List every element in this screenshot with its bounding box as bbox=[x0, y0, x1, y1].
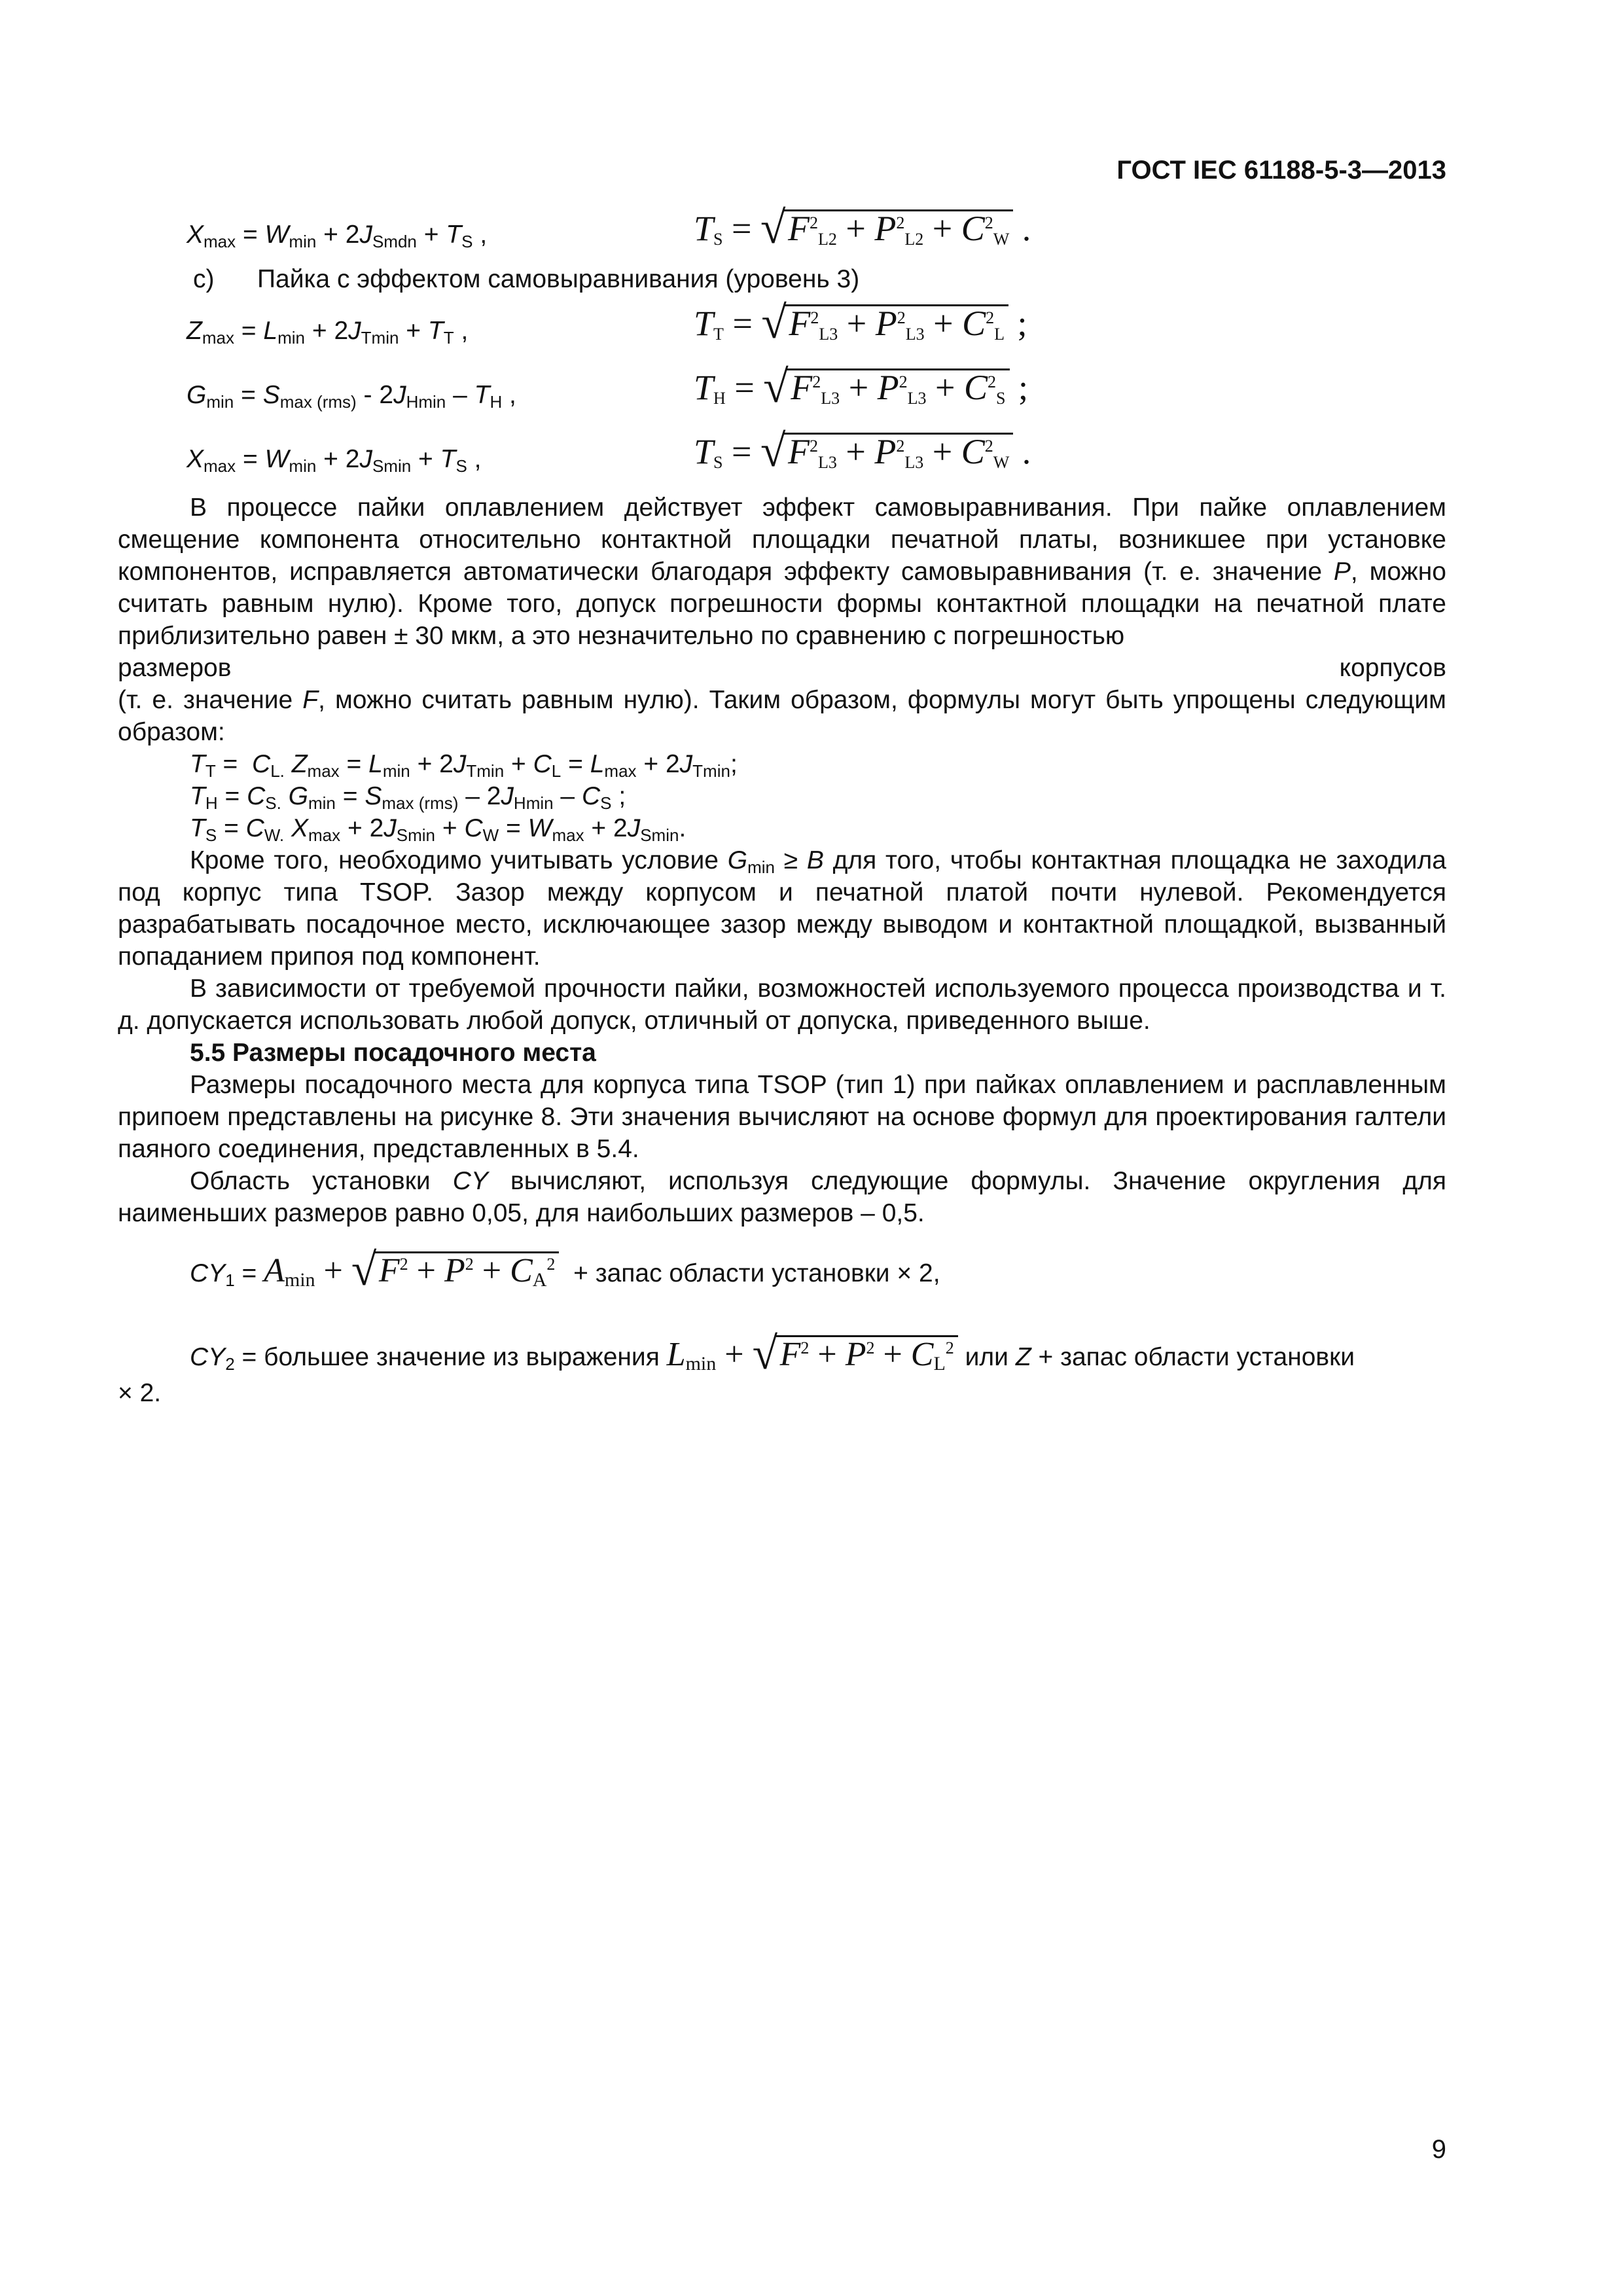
formula-cy2: $CY_2$ = большее значение из выражения $L_{min}$ + √ $F^2 + P^2 + C_L^2$ или Z + запас области установки bbox=[190, 1329, 1355, 1379]
paragraph-tolerance: В зависимости от требуемой прочности пайки, возможностей используемого процесса производства и т. д. допускается использовать любой допуск, отличный от допуска, приведенного выше. bbox=[118, 975, 1446, 1035]
simplified-formula-ts: $T_S = C_{W.}$ $X_{max} + 2J_{Smin} + C_W = W_{max} + 2J_{Smin}$. bbox=[190, 814, 687, 845]
paragraph-cy-area: Область установки CY вычисляют, используя следующие формулы. Значение округления для наименьших размеров равно 0,05, для наибольших размеров – 0,5. bbox=[118, 1167, 1447, 1227]
paragraph-self-alignment-end: (т. е. значение F, можно считать равным нулю). Таким образом, формулы могут быть упрощены следующим образом: bbox=[118, 686, 1446, 746]
section-heading-5-5: 5.5 Размеры посадочного места bbox=[190, 1039, 596, 1067]
list-item-text: Пайка с эффектом самовыравнивания (уровень 3) bbox=[257, 265, 860, 293]
list-marker: c) bbox=[193, 265, 215, 293]
formula-cy1: $CY_1 = A_{min}$ + √ $F^2 + P^2 + C_A^2$ + запас области установки × 2, bbox=[190, 1245, 940, 1295]
equation-row-gmin bbox=[118, 363, 1446, 427]
formula-cy2-wrap: × 2. bbox=[118, 1379, 162, 1407]
paragraph-gmin-condition: Кроме того, необходимо учитывать условие $G_{min} \ge B$ для того, чтобы контактная площадка не заходила под корпус типа TSOP. Зазор между корпусом и печатной платой почти нулевой. Рекомендуется разрабатывать посадочное место, исключающее зазор между выводом и контактной площадкой, вызванный попаданием припоя под компонент. bbox=[118, 846, 1447, 971]
equation-ts-level2: $T_S$ = √ $F^2_{L2} + P^2_{L2} + C^2_W$ . bbox=[694, 203, 1031, 253]
formula-cy2-row bbox=[118, 1313, 1446, 1397]
page-number: 9 bbox=[1431, 2135, 1446, 2164]
paragraph-justified-line: размеров корпусов bbox=[118, 654, 1446, 682]
equation-tt: $T_T$ = √ $F^2_{L3} + P^2_{L3} + C^2_L$ ; bbox=[694, 298, 1027, 348]
page-content bbox=[118, 203, 1447, 1409]
equation-th: $T_H$ = √ $F^2_{L3} + P^2_{L3} + C^2_S$ ; bbox=[694, 362, 1029, 412]
paragraph-self-alignment: В процессе пайки оплавлением действует эффект самовыравнивания. При пайке оплавлением смещение компонента относительно контактной площадки печатной платы, возникшее при установке компонентов, исправляется автоматически благодаря эффекту самовыравнивания (т. е. значение P, можно считать равным нулю). Кроме того, допуск погрешности формы контактной площадки на печатной плате приблизительно равен ± 30 мкм, а это незначительно по сравнению с погрешностью bbox=[118, 493, 1446, 650]
simplified-formula-tt: $T_T = C_{L.}$ $Z_{max} = L_{min} + 2J_{Tmin} + C_L = L_{max} + 2J_{Tmin}$; bbox=[190, 750, 738, 781]
equation-row-zmax bbox=[118, 299, 1446, 363]
equation-xmax: $X_{max} = W_{min} + 2J_{Smin} + T_S$ , bbox=[187, 445, 482, 476]
equation-ts: $T_S$ = √ $F^2_{L3} + P^2_{L3} + C^2_W$ . bbox=[694, 426, 1031, 476]
simplified-formula-th: $T_H = C_{S.}$ $G_{min} = S_{max (rms)} - 2J_{Hmin} - C_S$ ; bbox=[190, 782, 626, 813]
equation-xmax-level2: $X_{max} = W_{min} + 2J_{Smdn} + T_S$ , bbox=[187, 221, 488, 251]
equation-zmax: $Z_{max} = L_{min} + 2J_{Tmin} + T_T$ , bbox=[187, 317, 469, 348]
formula-cy1-row bbox=[118, 1229, 1446, 1313]
equation-gmin: $G_{min} = S_{max (rms)} - 2J_{Hmin} - T_H$ , bbox=[187, 381, 516, 412]
equation-row-xmax-level2 bbox=[118, 203, 1446, 262]
list-item-c bbox=[118, 263, 1446, 295]
paragraph-land-pattern: Размеры посадочного места для корпуса типа TSOP (тип 1) при пайках оплавлением и расплавленным припоем представлены на рисунке 8. Эти значения вычисляют на основе формул для проектирования галтели паяного соединения, представленных в 5.4. bbox=[118, 1071, 1446, 1163]
document-header: ГОСТ IEC 61188-5-3—2013 bbox=[1116, 156, 1446, 185]
equation-row-xmax bbox=[118, 427, 1446, 492]
